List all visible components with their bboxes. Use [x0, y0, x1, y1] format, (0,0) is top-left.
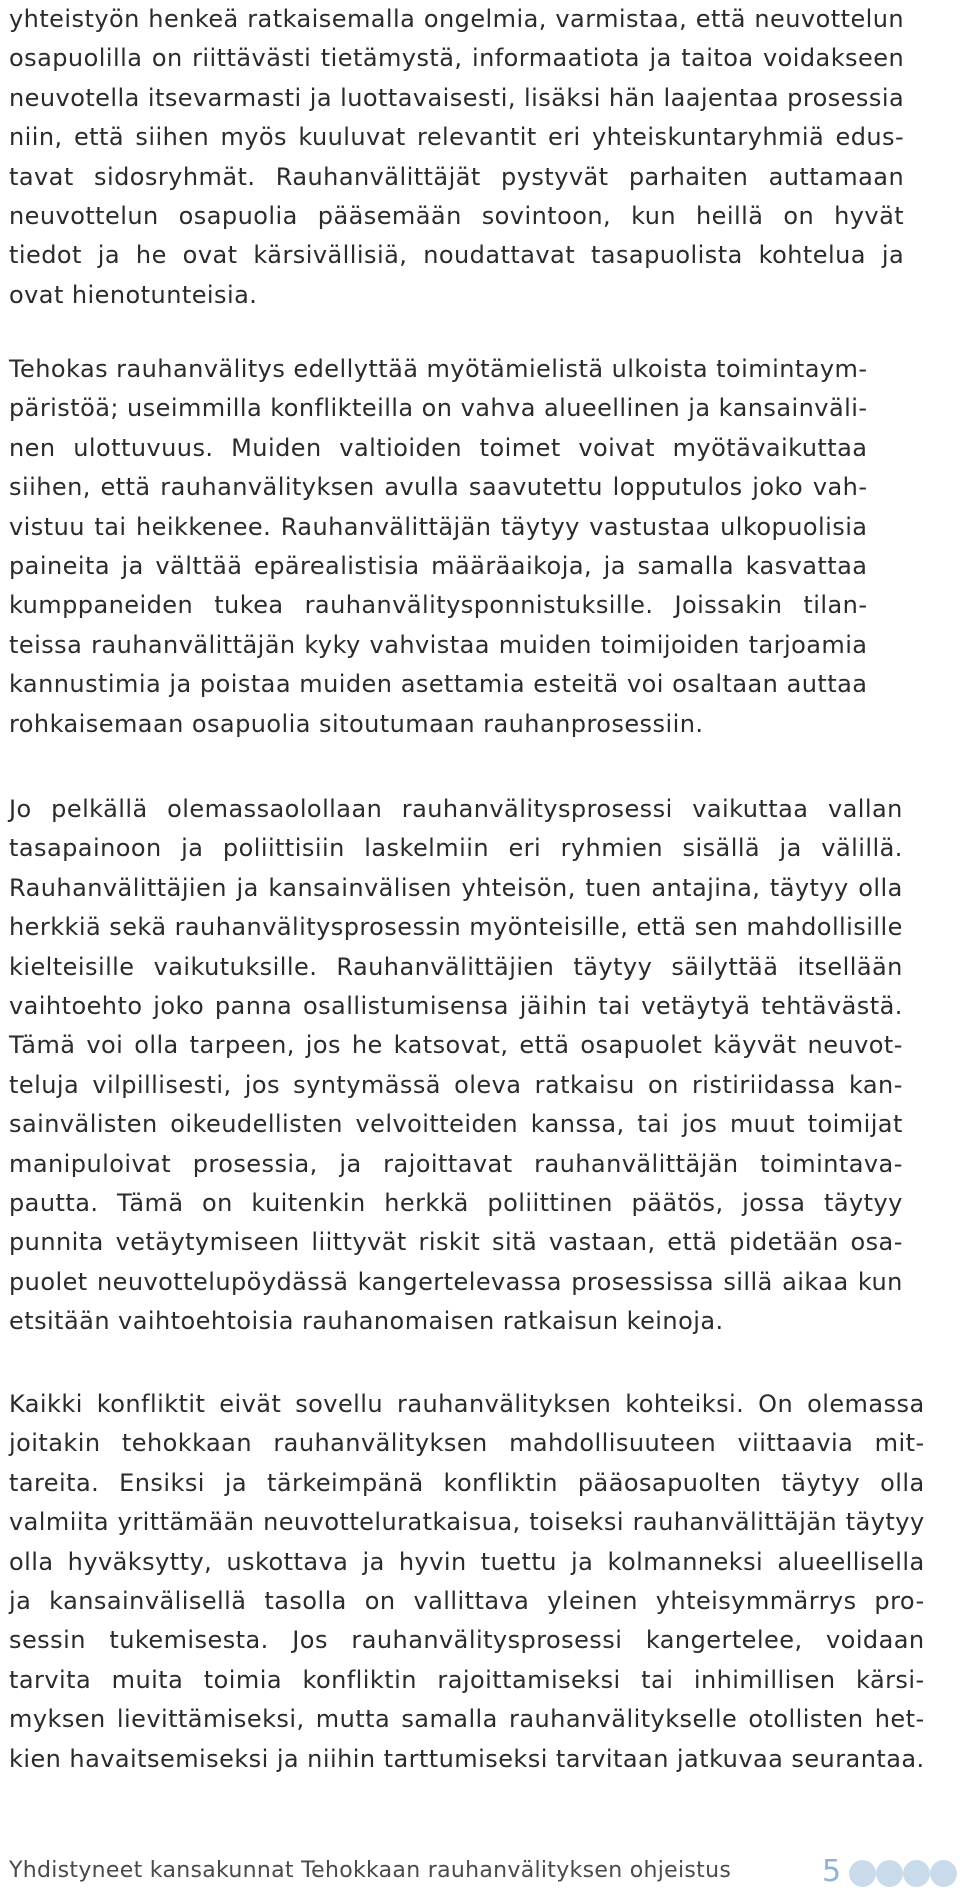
text-line: Kaikki konfliktit eivät sovellu rauhanvälityksen kohteiksi. On olemassa — [9, 1390, 925, 1418]
text-line: neuvotella itsevarmasti ja luottavaisesti, lisäksi hän laajentaa prosessia — [9, 83, 905, 112]
text-line: nen ulottuvuus. Muiden valtioiden toimet voivat myötävaikuttaa — [9, 433, 868, 462]
text-line: yhteistyön henkeä ratkaisemalla ongelmia, varmistaa, että neuvottelun — [9, 5, 905, 33]
text-line: Jo pelkällä olemassaolollaan rauhanvälitysprosessi vaikuttaa vallan — [9, 795, 903, 823]
text-line: Rauhanvälittäjien ja kansainvälisen yhteisön, tuen antajina, täytyy olla — [9, 873, 903, 902]
text-line: etsitään vaihtoehtoisia rauhanomaisen ratkaisun keinoja. — [9, 1307, 724, 1336]
text-line: kannustimia ja poistaa muiden asettamia esteitä voi osaltaan auttaa — [9, 670, 868, 699]
text-line: sessin tukemisesta. Jos rauhanvälitysprosessi kangertelee, voidaan — [9, 1626, 925, 1655]
text-line: joitakin tehokkaan rauhanvälityksen mahdollisuuteen viittaavia mit- — [9, 1429, 925, 1458]
text-line: tavat sidosryhmät. Rauhanvälittäjät pystyvät parhaiten auttamaan — [9, 162, 905, 191]
paragraph — [9, 1385, 925, 1779]
text-line: siihen, että rauhanvälityksen avulla saavutettu lopputulos joko vah- — [9, 473, 868, 502]
text-line: osapuolilla on riittävästi tietämystä, informaatiota ja taitoa voidakseen — [9, 44, 905, 73]
text-line: herkkiä sekä rauhanvälitysprosessin myönteisille, että sen mahdollisille — [9, 913, 903, 942]
text-line: neuvottelun osapuolia pääsemään sovintoon, kun heillä on hyvät — [9, 202, 905, 231]
dot-icon — [903, 1860, 930, 1887]
text-line: tarvita muita toimia konfliktin rajoittamiseksi tai inhimillisen kärsi- — [9, 1665, 925, 1694]
dot-icon — [849, 1860, 876, 1887]
text-line: rohkaisemaan osapuolia sitoutumaan rauhanprosessiin. — [9, 709, 704, 738]
text-line: paineita ja välttää epärealistisia määräaikoja, ja samalla kasvattaa — [9, 552, 868, 581]
paragraph — [9, 0, 904, 315]
paragraph — [9, 790, 903, 1342]
paragraph — [9, 350, 867, 744]
text-line: teissa rauhanvälittäjän kyky vahvistaa muiden toimijoiden tarjoamia — [9, 630, 868, 659]
text-line: sainvälisten oikeudellisten velvoitteiden kanssa, tai jos muut toimijat — [9, 1110, 903, 1139]
text-line: päristöä; useimmilla konflikteilla on vahva alueellinen ja kansainväli- — [9, 394, 868, 423]
page-number: 5 — [822, 1854, 842, 1889]
text-line: Tehokas rauhanvälitys edellyttää myötämielistä ulkoista toimintaym- — [9, 355, 868, 383]
text-line: myksen lievittämiseksi, mutta samalla rauhanvälitykselle otollisten het- — [9, 1705, 925, 1734]
text-line: pautta. Tämä on kuitenkin herkkä poliittinen päätös, jossa täytyy — [9, 1189, 903, 1218]
text-line: kien havaitsemiseksi ja niihin tarttumiseksi tarvitaan jatkuvaa seurantaa. — [9, 1744, 925, 1773]
page-footer — [0, 1854, 960, 1895]
text-line: kielteisille vaikutuksille. Rauhanvälittäjien täytyy säilyttää itsellään — [9, 952, 903, 981]
text-line: kumppaneiden tukea rauhanvälitysponnistuksille. Joissakin tilan- — [9, 591, 868, 620]
text-line: tareita. Ensiksi ja tärkeimpänä konfliktin pääosapuolten täytyy olla — [9, 1468, 925, 1497]
dot-icon — [930, 1860, 957, 1887]
text-line: punnita vetäytymiseen liittyvät riskit sitä vastaan, että pidetään osa- — [9, 1228, 903, 1257]
text-line: ovat hienotunteisia. — [9, 280, 258, 309]
text-line: niin, että siihen myös kuuluvat relevantit eri yhteiskuntaryhmiä edus- — [9, 123, 905, 152]
text-line: ja kansainvälisellä tasolla on vallittava yleinen yhteisymmärrys pro- — [9, 1587, 925, 1616]
text-line: valmiita yrittämään neuvotteluratkaisua, toiseksi rauhanvälittäjän täytyy — [9, 1508, 925, 1537]
footer-title: Yhdistyneet kansakunnat Tehokkaan rauhanvälityksen ohjeistus — [9, 1858, 732, 1883]
dot-icon — [876, 1860, 903, 1887]
text-line: Tämä voi olla tarpeen, jos he katsovat, että osapuolet käyvät neuvot- — [9, 1031, 903, 1060]
text-line: puolet neuvottelupöydässä kangertelevassa prosessissa sillä aikaa kun — [9, 1267, 903, 1296]
text-line: tasapainoon ja poliittisiin laskelmiin eri ryhmien sisällä ja välillä. — [9, 834, 903, 863]
text-line: manipuloivat prosessia, ja rajoittavat rauhanvälittäjän toimintava- — [9, 1149, 903, 1178]
text-line: olla hyväksytty, uskottava ja hyvin tuettu ja kolmanneksi alueellisella — [9, 1547, 925, 1576]
text-line: teluja vilpillisesti, jos syntymässä oleva ratkaisu on ristiriidassa kan- — [9, 1070, 903, 1099]
text-line: vaihtoehto joko panna osallistumisensa jäihin tai vetäytyä tehtävästä. — [9, 992, 903, 1021]
text-line: vistuu tai heikkenee. Rauhanvälittäjän täytyy vastustaa ulkopuolisia — [9, 512, 868, 541]
text-line: tiedot ja he ovat kärsivällisiä, noudattavat tasapuolista kohtelua ja — [9, 241, 905, 270]
